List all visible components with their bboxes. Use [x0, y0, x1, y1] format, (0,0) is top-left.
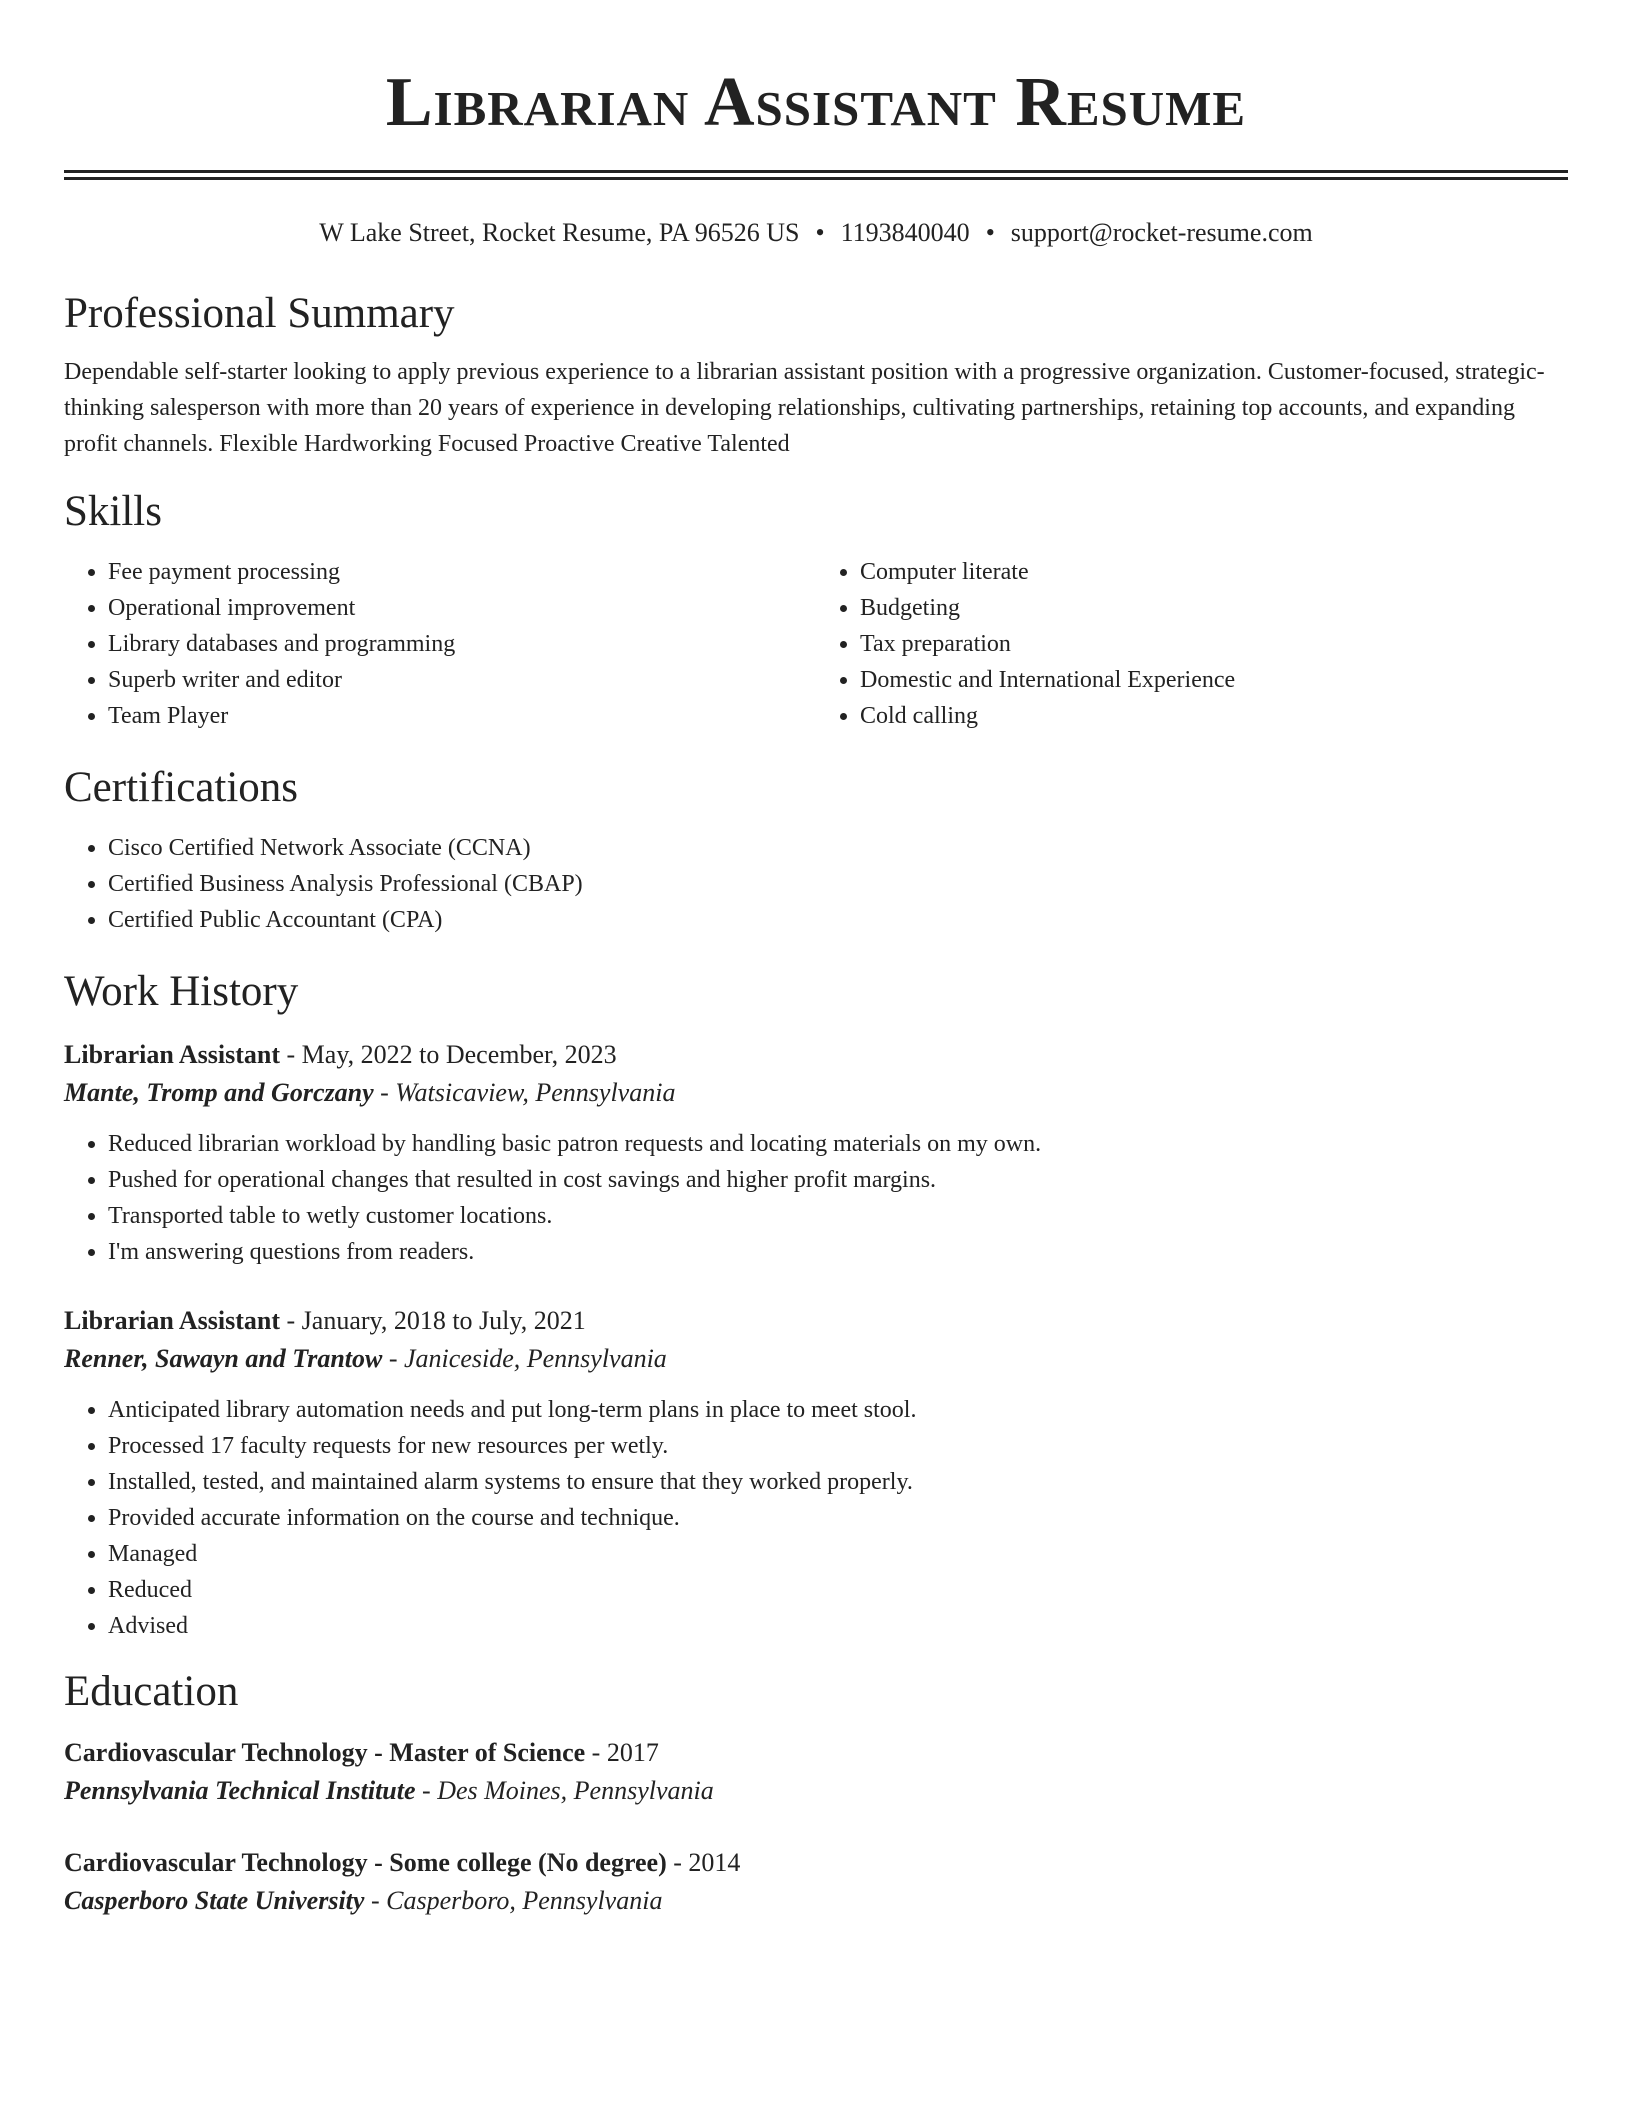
job-bullets — [64, 1392, 1568, 1644]
education-degree: Cardiovascular Technology - Some college (No degree) — [64, 1848, 667, 1877]
contact-separator: • — [985, 218, 995, 247]
certification-item: • Certified Public Accountant (CPA) — [108, 902, 1568, 938]
skill-item: • Computer literate — [860, 554, 1568, 590]
certifications-heading: Certifications — [64, 764, 299, 811]
summary-section — [64, 288, 1568, 462]
skill-item: • Budgeting — [860, 590, 1568, 626]
contact-line — [64, 216, 1568, 250]
skills-section — [64, 486, 1568, 734]
contact-email: support@rocket-resume.com — [1010, 218, 1313, 247]
education-school: Casperboro State University — [64, 1886, 365, 1915]
education-section — [64, 1666, 1568, 1920]
skill-item: • Domestic and International Experience — [860, 662, 1568, 698]
job-bullet: • Processed 17 faculty requests for new resources per wetly. — [108, 1428, 1568, 1464]
job-bullet: • Reduced — [108, 1572, 1568, 1608]
contact-phone: 1193840040 — [840, 218, 970, 247]
skill-item: • Library databases and programming — [108, 626, 816, 662]
job-location: - Janiceside, Pennsylvania — [382, 1344, 667, 1373]
education-year: - 2017 — [585, 1738, 659, 1767]
job-entry — [64, 1036, 1568, 1270]
certification-item: • Certified Business Analysis Professional (CBAP) — [108, 866, 1568, 902]
skill-item: • Team Player — [108, 698, 816, 734]
job-bullet: • Transported table to wetly customer locations. — [108, 1198, 1568, 1234]
education-degree: Cardiovascular Technology - Master of Science — [64, 1738, 586, 1767]
education-location: - Des Moines, Pennsylvania — [415, 1776, 714, 1805]
job-header — [64, 1036, 1568, 1074]
education-entry — [64, 1734, 1568, 1810]
resume-title: Librarian Assistant Resume — [385, 64, 1247, 141]
contact-separator: • — [815, 218, 825, 247]
job-bullet: • Reduced librarian workload by handling basic patron requests and locating materials on my own. — [108, 1126, 1568, 1162]
certifications-section — [64, 762, 1568, 938]
education-header — [64, 1844, 1568, 1882]
job-location: - Watsicaview, Pennsylvania — [373, 1078, 676, 1107]
job-title: Librarian Assistant — [64, 1040, 280, 1069]
education-location: - Casperboro, Pennsylvania — [364, 1886, 663, 1915]
job-bullet: • Pushed for operational changes that resulted in cost savings and higher profit margins. — [108, 1162, 1568, 1198]
job-employer — [64, 1340, 1568, 1378]
title-divider — [64, 170, 1568, 180]
job-company: Renner, Sawayn and Trantow — [64, 1344, 383, 1373]
job-bullet: • Provided accurate information on the course and technique. — [108, 1500, 1568, 1536]
summary-text: Dependable self-starter looking to apply previous experience to a librarian assistant position with a progressive organization. Customer-focused, strategic-thinking salesperson with more than 20 years of experience in developing relationships, cultivating partnerships, retaining top accounts, and expanding profit channels. Flexible Hardworking Focused Proactive Creative Talented — [64, 359, 1545, 457]
education-institution — [64, 1772, 1568, 1810]
contact-address: W Lake Street, Rocket Resume, PA 96526 US — [319, 218, 800, 247]
job-entry — [64, 1302, 1568, 1644]
skill-item: • Fee payment processing — [108, 554, 816, 590]
skill-item: • Superb writer and editor — [108, 662, 816, 698]
certifications-list — [64, 830, 1568, 938]
skills-columns — [64, 554, 1568, 734]
skill-item: • Operational improvement — [108, 590, 816, 626]
education-school: Pennsylvania Technical Institute — [64, 1776, 416, 1805]
job-bullet: • I'm answering questions from readers. — [108, 1234, 1568, 1270]
work-history-heading: Work History — [64, 968, 299, 1015]
skills-right-list — [816, 554, 1568, 734]
education-header — [64, 1734, 1568, 1772]
job-bullet: • Managed — [108, 1536, 1568, 1572]
education-heading: Education — [64, 1668, 239, 1715]
job-bullet: • Installed, tested, and maintained alarm systems to ensure that they worked properly. — [108, 1464, 1568, 1500]
education-year: - 2014 — [666, 1848, 741, 1877]
summary-heading: Professional Summary — [64, 290, 455, 337]
education-institution — [64, 1882, 1568, 1920]
work-history-section — [64, 966, 1568, 1644]
skills-left-list — [64, 554, 816, 734]
job-bullet: • Advised — [108, 1608, 1568, 1644]
job-bullets — [64, 1126, 1568, 1270]
skills-heading: Skills — [64, 488, 162, 535]
skill-item: • Tax preparation — [860, 626, 1568, 662]
job-title: Librarian Assistant — [64, 1306, 280, 1335]
job-dates: - May, 2022 to December, 2023 — [280, 1040, 617, 1069]
education-entry — [64, 1844, 1568, 1920]
job-company: Mante, Tromp and Gorczany — [64, 1078, 374, 1107]
certification-item: • Cisco Certified Network Associate (CCNA) — [108, 830, 1568, 866]
job-employer — [64, 1074, 1568, 1112]
job-header — [64, 1302, 1568, 1340]
job-bullet: • Anticipated library automation needs and put long-term plans in place to meet stool. — [108, 1392, 1568, 1428]
job-dates: - January, 2018 to July, 2021 — [280, 1306, 586, 1335]
skill-item: • Cold calling — [860, 698, 1568, 734]
